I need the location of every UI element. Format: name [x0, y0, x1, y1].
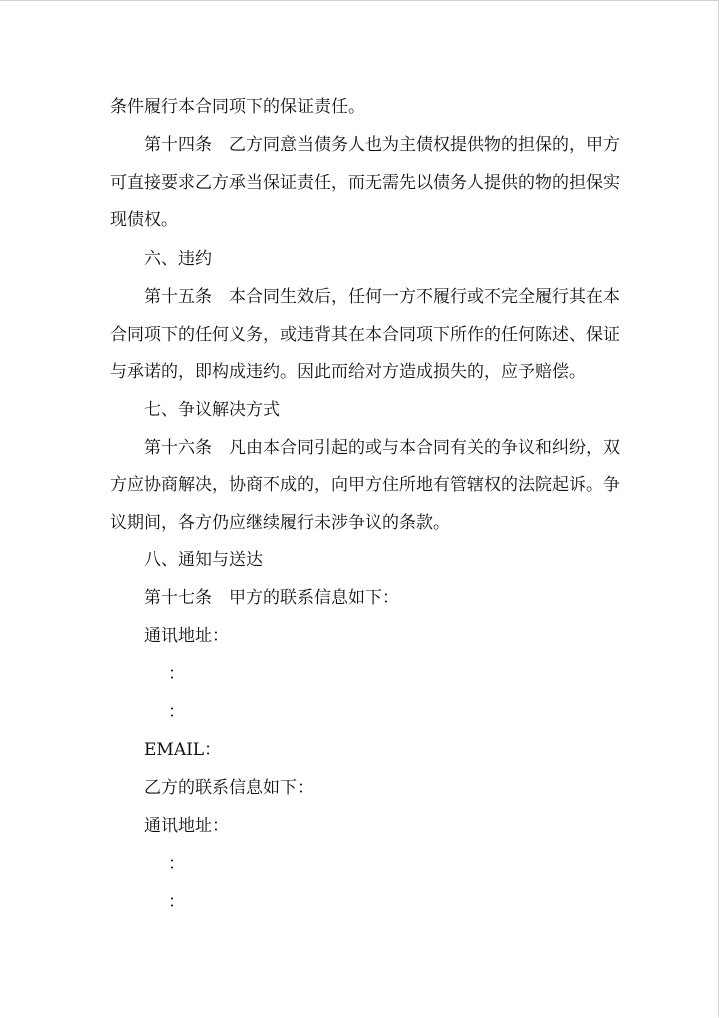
- party-b-address-label: 通讯地址：: [144, 816, 229, 836]
- party-b-field-colon: ：: [168, 892, 185, 912]
- party-a-field-colon: ：: [168, 664, 185, 684]
- party-a-address-label: 通讯地址：: [144, 626, 229, 646]
- section-heading-breach: 六、违约: [144, 249, 212, 269]
- paragraph-line: 与承诺的，即构成违约。因此而给对方造成损失的，应予赔偿。: [110, 362, 586, 382]
- party-b-contact-heading: 乙方的联系信息如下：: [144, 778, 314, 798]
- party-b-field-colon: ：: [168, 854, 185, 874]
- party-a-email-label: EMAIL：: [144, 740, 222, 760]
- paragraph-line: 条件履行本合同项下的保证责任。: [110, 97, 365, 117]
- paragraph-line: 议期间，各方仍应继续履行未涉争议的条款。: [110, 513, 450, 533]
- paragraph-line: 可直接要求乙方承当保证责任，而无需先以债务人提供的物的担保实: [110, 173, 620, 193]
- paragraph-line: 现债权。: [110, 210, 178, 230]
- paragraph-line: 方应协商解决，协商不成的，向甲方住所地有管辖权的法院起诉。争: [110, 475, 620, 495]
- article-16-line: 第十六条 凡由本合同引起的或与本合同有关的争议和纠纷，双: [144, 438, 620, 458]
- paragraph-line: 合同项下的任何义务，或违背其在本合同项下所作的任何陈述、保证: [110, 325, 620, 345]
- section-heading-notice: 八、通知与送达: [144, 550, 263, 570]
- article-17-line: 第十七条 甲方的联系信息如下：: [144, 588, 399, 608]
- article-15-line: 第十五条 本合同生效后，任何一方不履行或不完全履行其在本: [144, 287, 620, 307]
- section-heading-dispute: 七、争议解决方式: [144, 400, 280, 420]
- party-a-field-colon: ：: [168, 702, 185, 722]
- article-14-line: 第十四条 乙方同意当债务人也为主债权提供物的担保的，甲方: [144, 135, 620, 155]
